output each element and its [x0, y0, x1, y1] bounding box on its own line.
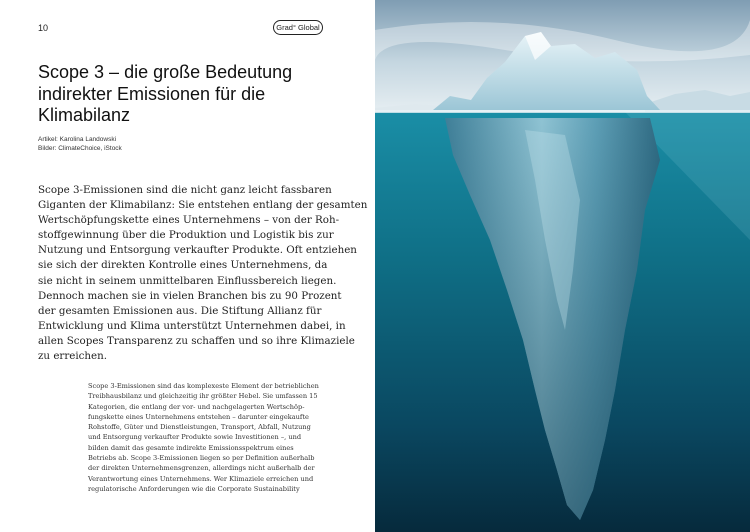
body-line: fungskette eines Unternehmens entstehen – darunter eingekaufte: [88, 412, 309, 421]
title-line: indirekter Emissionen für die: [38, 83, 266, 104]
title-line: Klimabilanz: [38, 105, 131, 125]
lead-line: Wertschöpfungskette eines Unternehmens – von der Roh-: [38, 214, 340, 227]
lead-line: stoffgewinnung über die Produktion und Logistik bis zur: [38, 229, 334, 242]
lead-line: Dennoch machen sie in vielen Branchen bis zu 90 Prozent: [38, 289, 342, 302]
lead-line: Giganten der Klimabilanz: Sie entstehen entlang der gesamten: [38, 199, 368, 212]
body-line: der direkten Unternehmensgrenzen, allerdings nicht außerhalb der: [88, 464, 315, 473]
title-line: Scope 3 – die große Bedeutung: [38, 62, 293, 82]
waterline: [375, 110, 750, 113]
author-credit: Artikel: Karolina Landowski: [38, 136, 117, 143]
lead-line: der gesamten Emissionen aus. Die Stiftung Allianz für: [38, 304, 322, 317]
body-line: Betriebs ab. Scope 3-Emissionen liegen so per Definition außerhalb: [88, 454, 315, 463]
magazine-badge: Grad° Global: [273, 20, 323, 35]
lead-paragraph: [38, 183, 368, 364]
lead-line: zu erreichen.: [38, 350, 108, 363]
body-line: regulatorische Anforderungen wie die Corporate Sustainability: [88, 484, 300, 493]
body-line: und Entsorgung verkaufter Produkte sowie Investitionen –, und: [88, 433, 302, 442]
body-line: Kategorien, die entlang der vor- und nachgelagerten Wertschöp-: [88, 402, 305, 411]
body-line: Rohstoffe, Güter und Dienstleistungen, Transport, Abfall, Nutzung: [88, 423, 311, 432]
lead-line: allen Scopes Transparenz zu schaffen und so ihre Klimaziele: [38, 334, 355, 347]
article-credits: [38, 135, 122, 153]
lead-line: sie nicht in seinem unmittelbaren Einflussbereich liegen.: [38, 274, 337, 287]
lead-line: Entwicklung und Klima unterstützt Unternehmen dabei, in: [38, 319, 346, 332]
body-line: Verantwortung eines Unternehmens. Wer Klimaziele erreichen und: [88, 474, 314, 483]
page-number: 10: [38, 23, 49, 33]
lead-line: Nutzung und Entsorgung verkaufter Produkte. Oft entziehen: [38, 244, 357, 257]
body-paragraph: [88, 381, 338, 494]
article-title: [38, 62, 338, 127]
image-credit: Bilder: ClimateChoice, iStock: [38, 145, 122, 152]
lead-line: sie sich der direkten Kontrolle eines Unternehmens, da: [38, 259, 328, 272]
body-line: Treibhausbilanz und gleichzeitig ihr größter Hebel. Sie umfassen 15: [88, 392, 318, 401]
lead-line: Scope 3-Emissionen sind die nicht ganz leicht fassbaren: [38, 184, 332, 196]
iceberg-photo: [375, 0, 750, 532]
body-line: Scope 3-Emissionen sind das komplexeste Element der betrieblichen: [88, 382, 319, 390]
body-line: bilden damit das gesamte indirekte Emissionsspektrum eines: [88, 443, 294, 452]
